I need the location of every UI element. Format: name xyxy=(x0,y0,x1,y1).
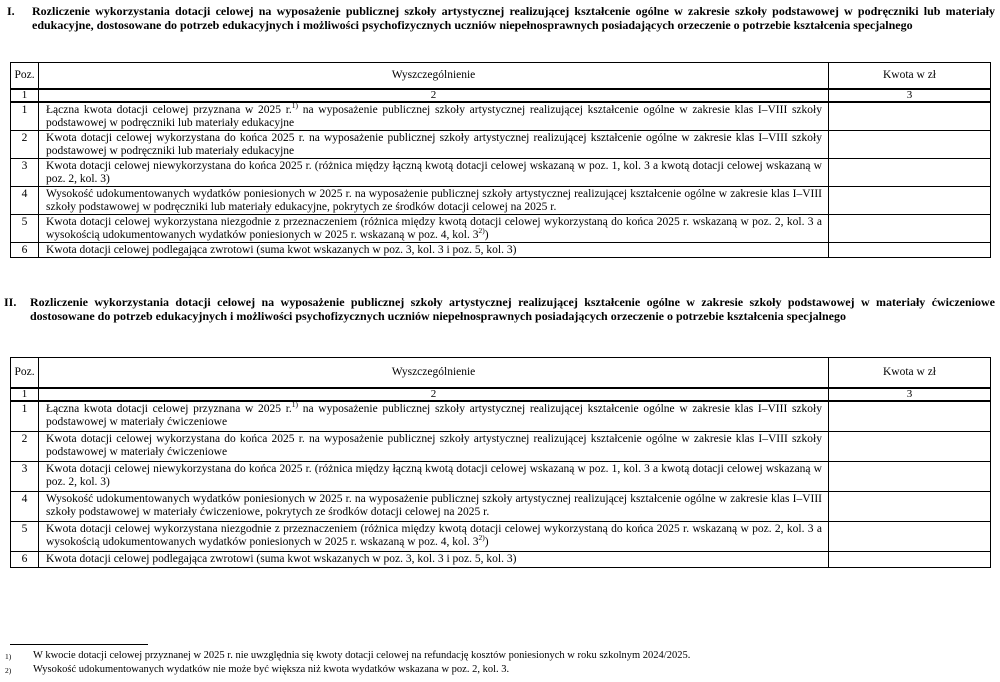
colnum-3: 3 xyxy=(829,388,991,401)
description-text: Kwota dotacji celowej podlegająca zwrotowi (suma kwot wskazanych w poz. 3, kol. 3 i poz. 5, kol. 3) xyxy=(46,553,517,565)
colnum-2: 2 xyxy=(39,388,829,401)
row-number: 3 xyxy=(11,462,39,492)
table-header-row xyxy=(11,358,991,389)
colnum-1: 1 xyxy=(11,89,39,102)
amount-cell xyxy=(829,462,991,492)
row-number: 4 xyxy=(11,492,39,522)
section-2-numeral: II. xyxy=(4,295,17,309)
table-row xyxy=(11,131,991,159)
row-number: 6 xyxy=(11,552,39,568)
description-text: Wysokość udokumentowanych wydatków poniesionych w 2025 r. na wyposażenie publicznej szkoły artystycznej realizującej kształcenie ogólne w zakresie klas I–VIII szkoły podstawowej w materiały ćwiczeniowe, pokrytych ze środków dotacji celowej na 2025 r. xyxy=(46,493,822,518)
footnotes xyxy=(5,644,995,677)
footnote-2-marker: 2) xyxy=(5,666,12,675)
description-text: Kwota dotacji celowej niewykorzystana do końca 2025 r. (różnica między łączną kwotą dotacji celowej wskazaną w poz. 1, kol. 3 a kwotą dotacji celowej wskazaną w poz. 2, kol. 3) xyxy=(46,160,822,185)
amount-cell xyxy=(829,552,991,568)
description-text: Łączna kwota dotacji celowej przyznana w 2025 r. xyxy=(46,104,292,116)
row-number: 4 xyxy=(11,187,39,215)
description-text: Wysokość udokumentowanych wydatków poniesionych w 2025 r. na wyposażenie publicznej szkoły artystycznej realizującej kształcenie ogólne w zakresie klas I–VIII szkoły podstawowej w podręczniki lub materiały edukacyjne, pokrytych ze środków dotacji celowej na 2025 r. xyxy=(46,188,822,213)
row-number: 2 xyxy=(11,432,39,462)
row-description xyxy=(39,401,829,432)
row-description xyxy=(39,159,829,187)
row-description xyxy=(39,187,829,215)
header-amount: Kwota w zł xyxy=(829,358,991,389)
table-row xyxy=(11,102,991,131)
section-1-title: Rozliczenie wykorzystania dotacji celowej na wyposażenie publicznej szkoły artystycznej realizującej kształcenie ogólne w zakresie szkoły podstawowej w podręczniki lub materiały edukacyjne, dostosowane do potrzeb edukacyjnych i możliwości psychofizycznych uczniów niepełnosprawnych posiadających orzeczenie o potrzebie kształcenia specjalnego xyxy=(32,4,995,32)
table-row xyxy=(11,552,991,568)
row-description xyxy=(39,102,829,131)
description-text: Kwota dotacji celowej podlegająca zwrotowi (suma kwot wskazanych w poz. 3, kol. 3 i poz. 5, kol. 3) xyxy=(46,244,517,256)
table-row xyxy=(11,401,991,432)
description-text-cont: na wyposażenie publicznej szkoły artystycznej realizującej kształcenie ogólne w zakresie klas I–VIII szkoły podstawowej w materiały ćwiczeniowe xyxy=(46,403,822,428)
table-row xyxy=(11,187,991,215)
header-desc: Wyszczególnienie xyxy=(39,358,829,389)
colnum-2: 2 xyxy=(39,89,829,102)
colnum-1: 1 xyxy=(11,388,39,401)
section-2-heading xyxy=(4,296,995,323)
footnote-ref: 1) xyxy=(291,400,299,410)
table-header-row xyxy=(11,63,991,90)
footnote-1-marker: 1) xyxy=(5,652,12,661)
footnote-ref: 2) xyxy=(478,533,485,543)
amount-cell xyxy=(829,522,991,552)
footnote-1-text: W kwocie dotacji celowej przyznanej w 2025 r. nie uwzględnia się kwoty dotacji celowej na refundację kosztów poniesionych w roku szkolnym 2024/2025. xyxy=(33,650,691,661)
section-2-table xyxy=(10,357,991,568)
column-number-row xyxy=(11,89,991,102)
header-desc: Wyszczególnienie xyxy=(39,63,829,90)
description-text-cont: ) xyxy=(484,229,489,241)
row-number: 5 xyxy=(11,215,39,243)
description-text: Kwota dotacji celowej wykorzystana niezgodnie z przeznaczeniem (różnica między kwotą dotacji celowej wykorzystaną do końca 2025 r. wskazaną w poz. 2, kol. 3 a wysokością udokumentowanych wydatków poniesionych w 2025 r. wskazaną w poz. 4, kol. 3 xyxy=(46,523,822,548)
footnote-1 xyxy=(5,649,995,663)
row-number: 6 xyxy=(11,243,39,258)
section-1-heading xyxy=(7,5,995,32)
row-description xyxy=(39,522,829,552)
header-poz: Poz. xyxy=(11,358,39,389)
section-1-table xyxy=(10,62,991,258)
table-row xyxy=(11,243,991,258)
row-description xyxy=(39,462,829,492)
description-text: Kwota dotacji celowej niewykorzystana do końca 2025 r. (różnica między łączną kwotą dotacji celowej wskazaną w poz. 1, kol. 3 a kwotą dotacji celowej wskazaną w poz. 2, kol. 3) xyxy=(46,463,822,488)
amount-cell xyxy=(829,102,991,131)
description-text: Łączna kwota dotacji celowej przyznana w 2025 r. xyxy=(46,403,292,415)
table-row xyxy=(11,462,991,492)
row-description xyxy=(39,131,829,159)
row-description xyxy=(39,552,829,568)
row-description xyxy=(39,492,829,522)
amount-cell xyxy=(829,432,991,462)
table-row xyxy=(11,159,991,187)
row-description xyxy=(39,243,829,258)
amount-cell xyxy=(829,401,991,432)
description-text: Kwota dotacji celowej wykorzystana do końca 2025 r. na wyposażenie publicznej szkoły artystycznej realizującej kształcenie ogólne w zakresie klas I–VIII szkoły podstawowej w podręczniki lub materiały edukacyjne xyxy=(46,132,822,157)
description-text-cont: ) xyxy=(484,536,489,548)
row-number: 2 xyxy=(11,131,39,159)
amount-cell xyxy=(829,492,991,522)
row-description xyxy=(39,432,829,462)
row-number: 1 xyxy=(11,102,39,131)
colnum-3: 3 xyxy=(829,89,991,102)
table-row xyxy=(11,492,991,522)
amount-cell xyxy=(829,187,991,215)
amount-cell xyxy=(829,215,991,243)
section-2-title: Rozliczenie wykorzystania dotacji celowej na wyposażenie publicznej szkoły artystycznej realizującej kształcenie ogólne w zakresie szkoły podstawowej w materiały ćwiczeniowe dostosowane do potrzeb edukacyjnych i możliwości psychofizycznych uczniów niepełnosprawnych posiadających orzeczenie o potrzebie kształcenia specjalnego xyxy=(30,295,995,323)
description-text-cont: na wyposażenie publicznej szkoły artystycznej realizującej kształcenie ogólne w zakresie klas I–VIII szkoły podstawowej w podręczniki lub materiały edukacyjne xyxy=(46,104,822,129)
footnote-ref: 1) xyxy=(291,101,299,111)
amount-cell xyxy=(829,131,991,159)
footnote-2-text: Wysokość udokumentowanych wydatków nie może być większa niż kwota wydatków wskazana w poz. 2, kol. 3. xyxy=(33,664,510,675)
row-number: 1 xyxy=(11,401,39,432)
description-text: Kwota dotacji celowej wykorzystana do końca 2025 r. na wyposażenie publicznej szkoły artystycznej realizującej kształcenie ogólne w zakresie klas I–VIII szkoły podstawowej w materiały ćwiczeniowe xyxy=(46,433,822,458)
table-row xyxy=(11,522,991,552)
header-poz: Poz. xyxy=(11,63,39,90)
description-text: Kwota dotacji celowej wykorzystana niezgodnie z przeznaczeniem (różnica między kwotą dotacji celowej wykorzystaną do końca 2025 r. wskazaną w poz. 2, kol. 3 a wysokością udokumentowanych wydatków poniesionych w 2025 r. wskazaną w poz. 4, kol. 3 xyxy=(46,216,822,241)
table-row xyxy=(11,215,991,243)
amount-cell xyxy=(829,243,991,258)
section-1-numeral: I. xyxy=(7,4,15,18)
table-row xyxy=(11,432,991,462)
row-description xyxy=(39,215,829,243)
column-number-row xyxy=(11,388,991,401)
row-number: 5 xyxy=(11,522,39,552)
footnote-ref: 2) xyxy=(478,226,485,236)
header-amount: Kwota w zł xyxy=(829,63,991,90)
row-number: 3 xyxy=(11,159,39,187)
footnote-separator xyxy=(10,644,148,645)
footnote-2 xyxy=(5,663,995,677)
amount-cell xyxy=(829,159,991,187)
